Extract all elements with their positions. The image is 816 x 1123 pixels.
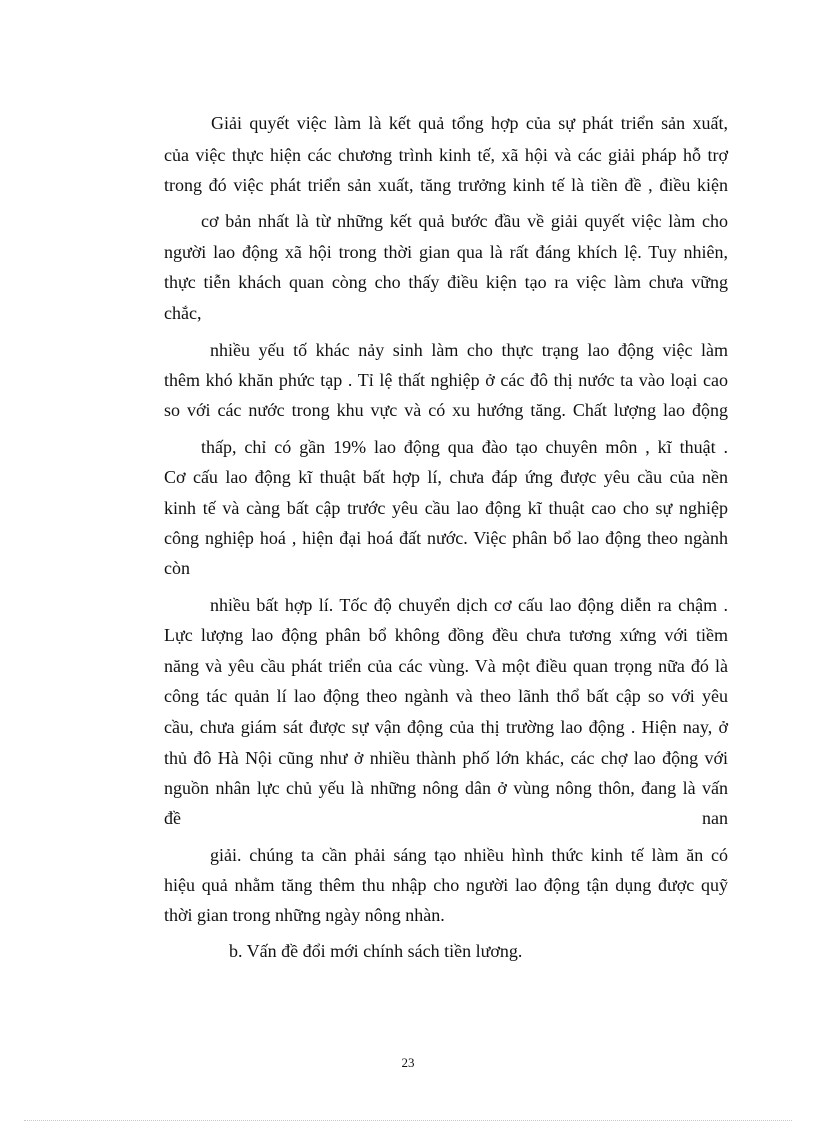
footer-dotted-rule: [24, 1120, 792, 1121]
paragraph-5-line-4: công tác quản lí lao động theo ngành và theo lãnh thổ bất cập so với yêu: [164, 686, 728, 706]
paragraph-5-line-1: nhiều bất hợp lí. Tốc độ chuyển dịch cơ cấu lao động diễn ra chậm .: [210, 595, 728, 615]
section-heading: b. Vấn đề đổi mới chính sách tiền lương.: [229, 941, 523, 961]
page-number: 23: [401, 1055, 415, 1070]
paragraph-5-line-7: nguồn nhân lực chủ yếu là những nông dân ở vùng nông thôn, đang là vấn: [164, 778, 728, 798]
paragraph-1-line-3: trong đó việc phát triển sản xuất, tăng trưởng kinh tế là tiền đề , điều kiện: [164, 175, 728, 195]
paragraph-5-line-5: cầu, chưa giám sát được sự vận động của thị trường lao động . Hiện nay, ở: [164, 717, 728, 737]
paragraph-1-line-2: của việc thực hiện các chương trình kinh tế, xã hội và các giải pháp hỗ trợ: [164, 145, 728, 165]
paragraph-4-line-3: kinh tế và càng bất cập trước yêu cầu lao động kĩ thuật cao cho sự nghiệp: [164, 498, 728, 518]
paragraph-3-line-1: nhiều yếu tố khác nảy sinh làm cho thực trạng lao động việc làm: [210, 340, 728, 360]
paragraph-2-line-2: người lao động xã hội trong thời gian qua là rất đáng khích lệ. Tuy nhiên,: [164, 242, 728, 262]
paragraph-5-line-8-start: đề: [164, 808, 181, 828]
paragraph-4-line-2: Cơ cấu lao động kĩ thuật bất hợp lí, chưa đáp ứng được yêu cầu của nền: [164, 467, 728, 487]
paragraph-4-line-4: công nghiệp hoá , hiện đại hoá đất nước. Việc phân bổ lao động theo ngành: [164, 528, 728, 548]
paragraph-2-line-3: thực tiễn khách quan còng cho thấy điều kiện tạo ra việc làm chưa vững: [164, 272, 728, 292]
paragraph-6-line-2: hiệu quả nhằm tăng thêm thu nhập cho người lao động tận dụng được quỹ: [164, 875, 728, 895]
paragraph-4-line-1: thấp, chỉ có gần 19% lao động qua đào tạo chuyên môn , kĩ thuật .: [201, 437, 728, 457]
paragraph-5-line-6: thủ đô Hà Nội cũng như ở nhiều thành phố lớn khác, các chợ lao động với: [164, 748, 728, 768]
paragraph-5-line-8-end: nan: [702, 808, 728, 828]
paragraph-5-line-2: Lực lượng lao động phân bổ không đồng đều chưa tương xứng với tiềm: [164, 625, 728, 645]
paragraph-3-line-3: so với các nước trong khu vực và có xu hướng tăng. Chất lượng lao động: [164, 400, 728, 420]
paragraph-2-line-4: chắc,: [164, 303, 202, 323]
paragraph-5-line-3: năng và yêu cầu phát triển của các vùng. Và một điều quan trọng nữa đó là: [164, 656, 728, 676]
paragraph-2-line-1: cơ bản nhất là từ những kết quả bước đầu về giải quyết việc làm cho: [201, 211, 728, 231]
paragraph-4-line-5: còn: [164, 558, 190, 578]
paragraph-6-line-3: thời gian trong những ngày nông nhàn.: [164, 905, 445, 925]
paragraph-6-line-1: giải. chúng ta cần phải sáng tạo nhiều hình thức kinh tế làm ăn có: [210, 845, 728, 865]
paragraph-3-line-2: thêm khó khăn phức tạp . Tỉ lệ thất nghiệp ở các đô thị nước ta vào loại cao: [164, 370, 728, 390]
paragraph-1-line-1: Giải quyết việc làm là kết quả tổng hợp của sự phát triển sản xuất,: [211, 113, 728, 133]
